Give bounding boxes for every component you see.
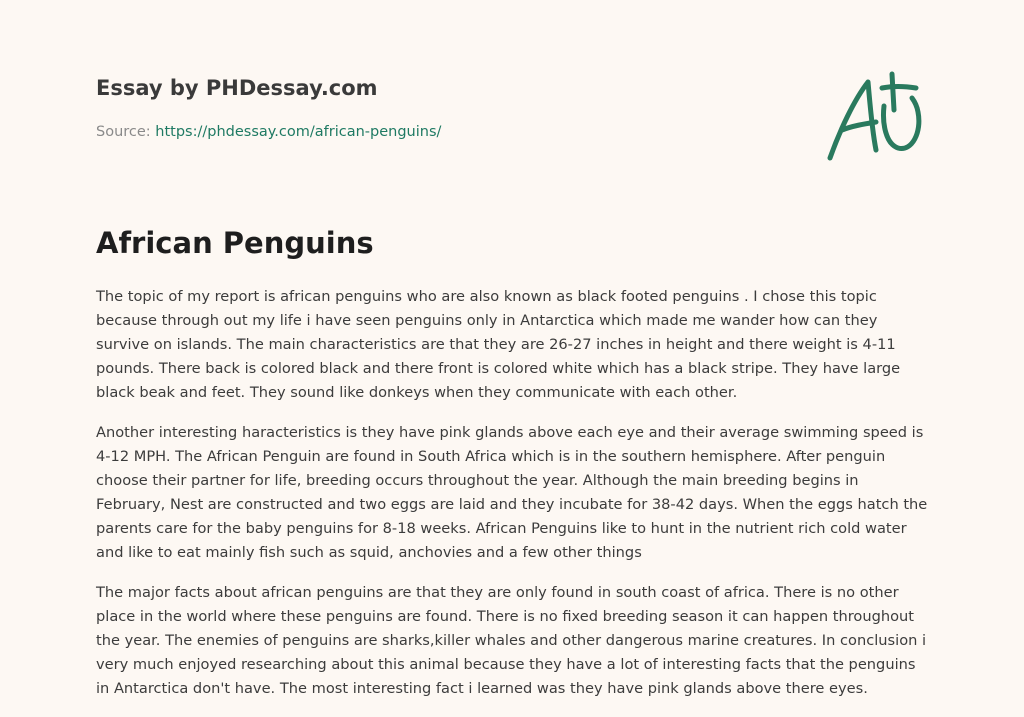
essay-body <box>96 285 932 717</box>
a-plus-logo-icon <box>820 68 928 164</box>
essay-paragraph: The major facts about african penguins are that they are only found in south coast of africa. There is no other place in the world where these penguins are found. There is no fixed breeding season it can happen throughout the year. The enemies of penguins are sharks,killer whales and other dangerous marine creatures. In conclusion i very much enjoyed researching about this animal because they have a lot of interesting facts that the penguins in Antarctica don't have. The most interesting fact i learned was they have pink glands above there eyes. <box>96 584 927 697</box>
source-link[interactable]: https://phdessay.com/african-penguins/ <box>155 124 442 140</box>
source-line <box>96 124 441 140</box>
essay-title: African Penguins <box>96 226 374 260</box>
site-brand: Essay by PHDessay.com <box>96 76 378 100</box>
essay-paragraph: Another interesting haracteristics is they have pink glands above each eye and their average swimming speed is 4-12 MPH. The African Penguin are found in South Africa which is in the southern hemisphere. After penguin choose their partner for life, breeding occurs throughout the year. Although the main breeding begins in February, Nest are constructed and two eggs are laid and they incubate for 38-42 days. When the eggs hatch the parents care for the baby penguins for 8-18 weeks. African Penguins like to hunt in the nutrient rich cold water and like to eat mainly fish such as squid, anchovies and a few other things <box>96 424 928 561</box>
source-label: Source: <box>96 124 151 140</box>
essay-paragraph: The topic of my report is african penguins who are also known as black footed penguins . I chose this topic because through out my life i have seen penguins only in Antarctica which made me wander how can they survive on islands. The main characteristics are that they are 26-27 inches in height and there weight is 4-11 pounds. There back is colored black and there front is colored white which has a black stripe. They have large black beak and feet. They sound like donkeys when they communicate with each other. <box>96 288 901 401</box>
